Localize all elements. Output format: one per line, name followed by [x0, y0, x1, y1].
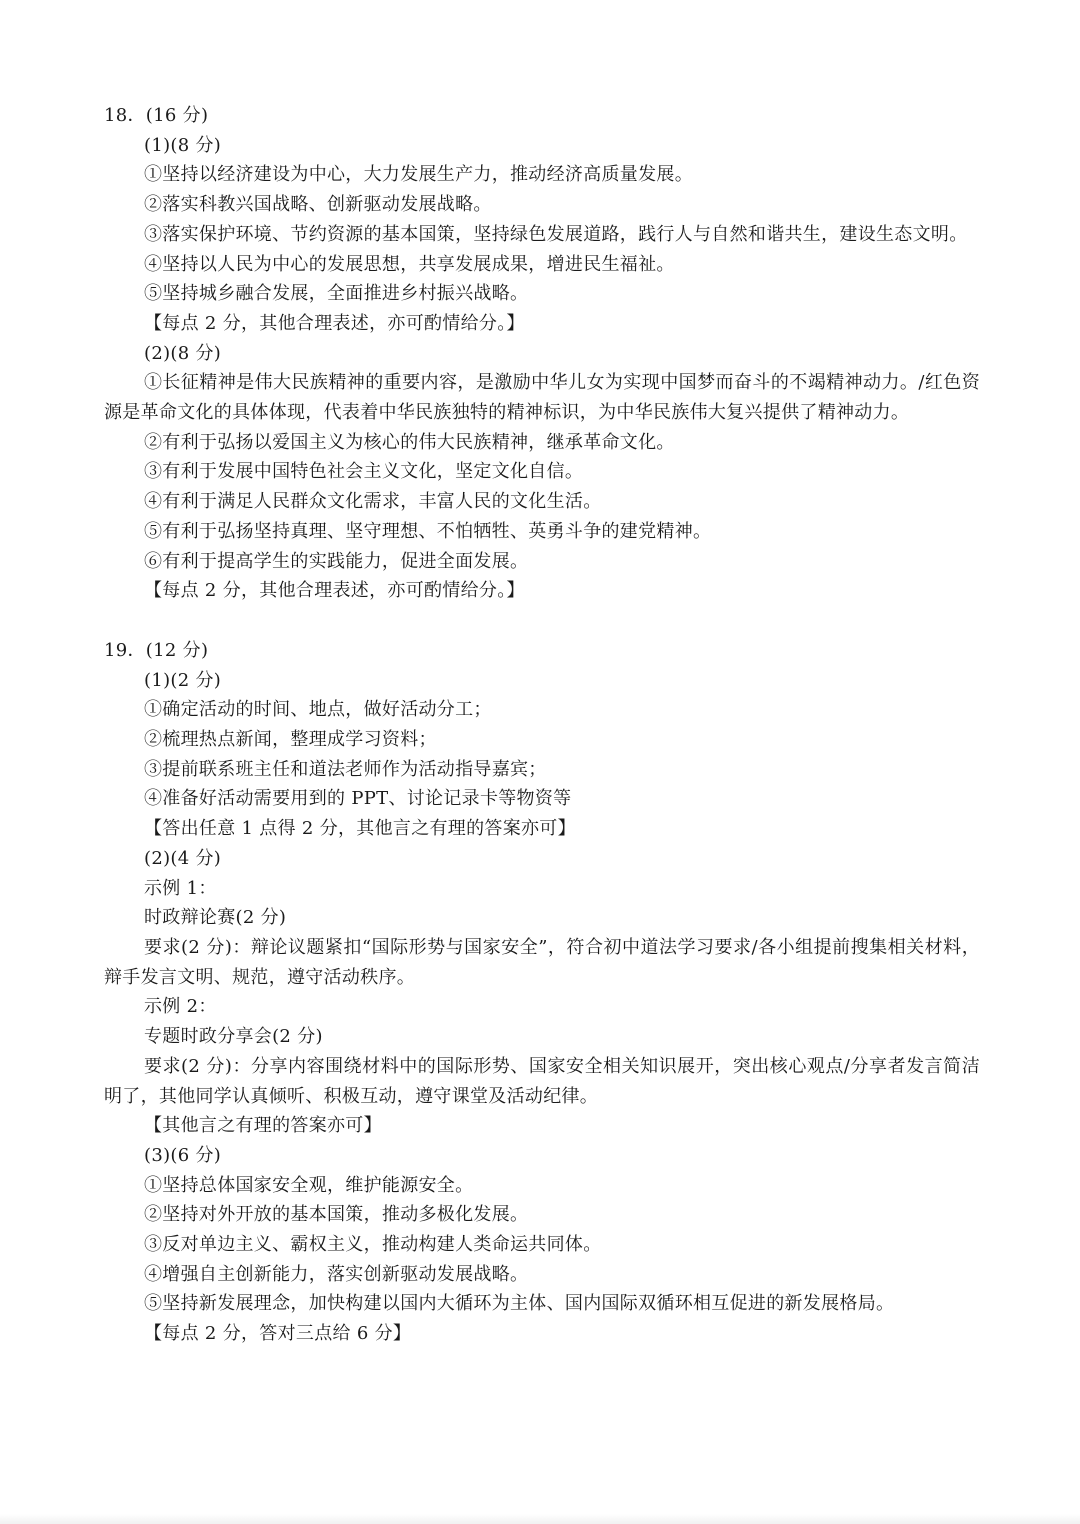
q18-part2-point-5: ⑤有利于弘扬坚持真理、坚守理想、不怕牺牲、英勇斗争的建党精神。	[144, 520, 712, 542]
q18-part2-scoring-note: 【每点 2 分，其他合理表述，亦可酌情给分。】	[144, 580, 525, 602]
q18-part2-label: (2)(8 分)	[144, 342, 222, 364]
q18-part1-point-2: ②落实科教兴国战略、创新驱动发展战略。	[144, 194, 492, 216]
page-bottom-edge	[0, 1514, 1080, 1524]
q18-part1-point-1: ①坚持以经济建设为中心，大力发展生产力，推动经济高质量发展。	[144, 164, 693, 186]
answer-content	[104, 101, 980, 1349]
q18-part1-scoring-note: 【每点 2 分，其他合理表述，亦可酌情给分。】	[144, 312, 525, 334]
q19-part2-example2-label: 示例 2：	[144, 996, 217, 1018]
q19-part1-scoring-note: 【答出任意 1 点得 2 分，其他言之有理的答案亦可】	[144, 818, 576, 840]
q18-part1-point-4: ④坚持以人民为中心的发展思想，共享发展成果，增进民生福祉。	[144, 253, 675, 275]
q19-part2-example2-requirement: 要求(2 分)：分享内容围绕材料中的国际形势、国家安全相关知识展开，突出核心观点/分享者发言简洁明了，其他同学认真倾听、积极互动，遵守课堂及活动纪律。	[104, 1055, 980, 1107]
q19-part2-example1-requirement: 要求(2 分)：辩论议题紧扣“国际形势与国家安全”，符合初中道法学习要求/各小组提前搜集相关材料，辩手发言文明、规范，遵守活动秩序。	[104, 936, 980, 988]
section-divider-space	[104, 606, 980, 636]
q19-part3-scoring-note: 【每点 2 分，答对三点给 6 分】	[144, 1323, 412, 1345]
q18-part2-point-6: ⑥有利于提高学生的实践能力，促进全面发展。	[144, 550, 529, 572]
q18-part2-point-2: ②有利于弘扬以爱国主义为核心的伟大民族精神，继承革命文化。	[144, 431, 675, 453]
q19-part1-point-1: ①确定活动的时间、地点，做好活动分工；	[144, 699, 492, 721]
q19-part3-label: (3)(6 分)	[144, 1144, 222, 1166]
q19-part2-example1-label: 示例 1：	[144, 877, 217, 899]
question-18	[104, 101, 980, 606]
question-18-heading: 18．(16 分)	[104, 105, 209, 126]
q19-part3-point-5: ⑤坚持新发展理念，加快构建以国内大循环为主体、国内国际双循环相互促进的新发展格局。	[144, 1293, 895, 1315]
q19-part2-label: (2)(4 分)	[144, 847, 222, 869]
q18-part2-point-1: ①长征精神是伟大民族精神的重要内容，是激励中华儿女为实现中国梦而奋斗的不竭精神动力。/红色资源是革命文化的具体体现，代表着中华民族独特的精神标识，为中华民族伟大复兴提供了精神动力。	[104, 372, 980, 424]
q19-part1-point-4: ④准备好活动需要用到的 PPT、讨论记录卡等物资等	[144, 788, 572, 810]
q19-part3-point-1: ①坚持总体国家安全观，维护能源安全。	[144, 1174, 474, 1196]
q19-part1-point-3: ③提前联系班主任和道法老师作为活动指导嘉宾；	[144, 758, 547, 780]
q19-part3-point-2: ②坚持对外开放的基本国策，推动多极化发展。	[144, 1204, 529, 1226]
question-19	[104, 636, 980, 1349]
q19-part1-label: (1)(2 分)	[144, 669, 222, 691]
q19-part1-point-2: ②梳理热点新闻，整理成学习资料；	[144, 729, 437, 751]
q18-part1-label: (1)(8 分)	[144, 134, 222, 156]
question-19-heading: 19．(12 分)	[104, 639, 209, 661]
q19-part2-example2-title: 专题时政分享会(2 分)	[144, 1026, 323, 1048]
q19-part3-point-4: ④增强自主创新能力，落实创新驱动发展战略。	[144, 1263, 529, 1285]
q18-part1-point-3: ③落实保护环境、节约资源的基本国策，坚持绿色发展道路，践行人与自然和谐共生，建设生态文明。	[144, 223, 968, 245]
q19-part2-scoring-note: 【其他言之有理的答案亦可】	[144, 1115, 382, 1137]
q18-part1-point-5: ⑤坚持城乡融合发展，全面推进乡村振兴战略。	[144, 283, 529, 305]
q19-part3-point-3: ③反对单边主义、霸权主义，推动构建人类命运共同体。	[144, 1234, 602, 1256]
q19-part2-example1-title: 时政辩论赛(2 分)	[144, 907, 287, 929]
q18-part2-point-3: ③有利于发展中国特色社会主义文化，坚定文化自信。	[144, 461, 584, 483]
q18-part2-point-4: ④有利于满足人民群众文化需求，丰富人民的文化生活。	[144, 491, 602, 513]
